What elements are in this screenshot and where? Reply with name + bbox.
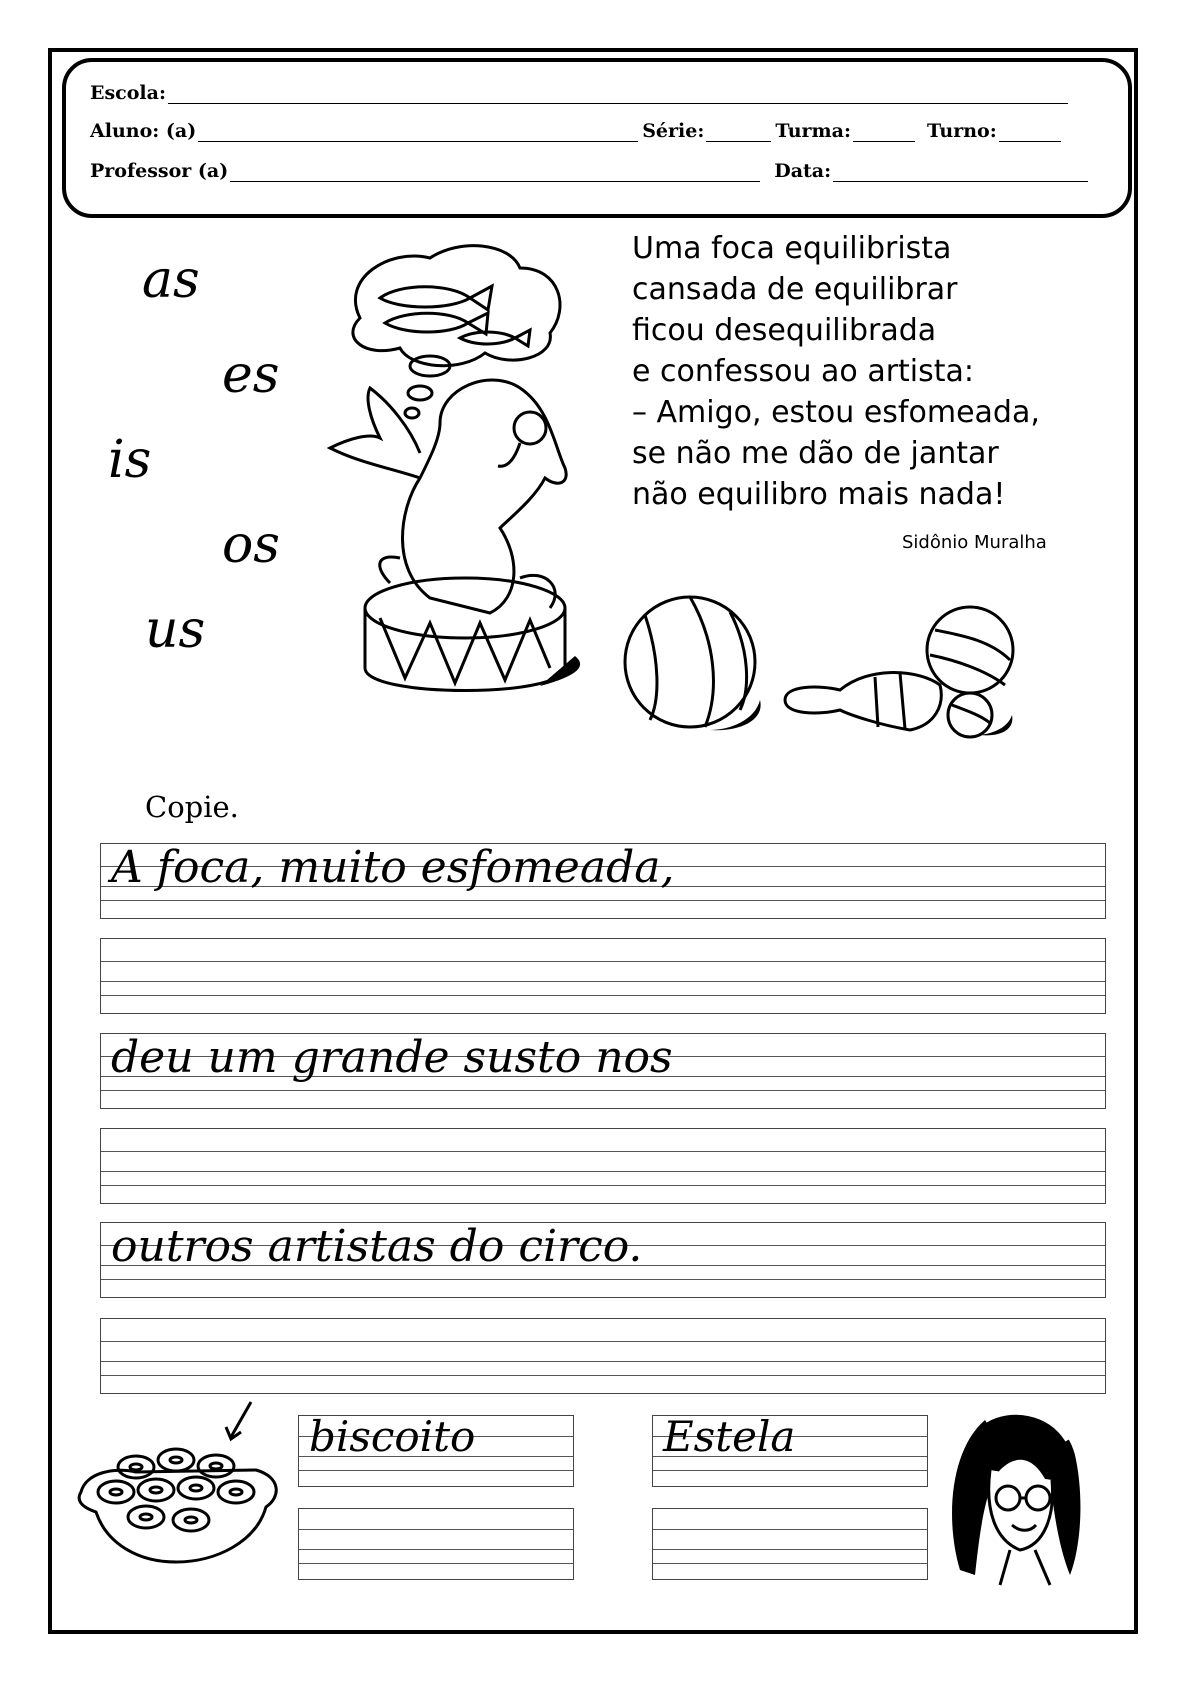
word-band-estela[interactable] (652, 1412, 928, 1487)
syllable-os: os (222, 515, 280, 575)
word-band-biscoito-copy[interactable] (298, 1508, 574, 1580)
poem (632, 228, 1062, 515)
model-sentence-2: deu um grande susto nos (111, 1032, 673, 1083)
grade-label: Série: (642, 120, 705, 142)
poem-line: se não me dão de jantar (632, 436, 999, 471)
shift-label: Turno: (926, 120, 997, 142)
word-band-estela-copy[interactable] (652, 1508, 928, 1580)
writing-band-5[interactable] (100, 1222, 1106, 1298)
syllable-es: es (222, 345, 280, 405)
writing-band-6[interactable] (100, 1318, 1106, 1394)
poem-line: e confessou ao artista: (632, 354, 975, 389)
teacher-row (90, 160, 1104, 182)
poem-line: Uma foca equilibrista (632, 231, 952, 266)
model-sentence-1: A foca, muito esfomeada, (111, 842, 675, 893)
class-label: Turma: (775, 120, 851, 142)
writing-band-2[interactable] (100, 938, 1106, 1014)
grade-field[interactable] (706, 123, 771, 142)
writing-band-3[interactable] (100, 1033, 1106, 1109)
syllable-us: us (145, 600, 206, 660)
model-word-estela: Estela (663, 1412, 796, 1461)
biscuit-bowl-illustration (76, 1392, 286, 1572)
student-label: Aluno: (a) (90, 120, 197, 142)
student-info-header (62, 58, 1132, 218)
school-row (90, 82, 1104, 104)
model-word-biscoito: biscoito (309, 1412, 476, 1461)
poem-line: cansada de equilibrar (632, 272, 958, 307)
teacher-field[interactable] (230, 163, 760, 182)
syllable-as: as (142, 250, 200, 310)
poem-line: não equilibro mais nada! (632, 477, 1006, 512)
school-label: Escola: (90, 82, 166, 104)
date-field[interactable] (833, 163, 1088, 182)
beach-ball-illustration (620, 590, 770, 740)
school-field[interactable] (168, 85, 1068, 104)
poem-author: Sidônio Muralha (902, 532, 1047, 553)
poem-line: – Amigo, estou esfomeada, (632, 395, 1040, 430)
class-field[interactable] (853, 123, 915, 142)
date-label: Data: (774, 160, 832, 182)
copy-instruction: Copie. (145, 790, 239, 824)
seal-on-drum-illustration (320, 238, 620, 748)
writing-band-4[interactable] (100, 1128, 1106, 1204)
student-row (90, 120, 1104, 142)
writing-band-1[interactable] (100, 843, 1106, 919)
teacher-label: Professor (a) (90, 160, 229, 182)
bowling-pin-and-balls-illustration (780, 605, 1020, 745)
poem-line: ficou desequilibrada (632, 313, 937, 348)
word-band-biscoito[interactable] (298, 1412, 574, 1487)
student-field[interactable] (198, 123, 638, 142)
shift-field[interactable] (999, 123, 1061, 142)
model-sentence-3: outros artistas do circo. (111, 1221, 643, 1272)
girl-with-glasses-illustration (940, 1400, 1090, 1590)
syllable-is: is (108, 430, 152, 490)
